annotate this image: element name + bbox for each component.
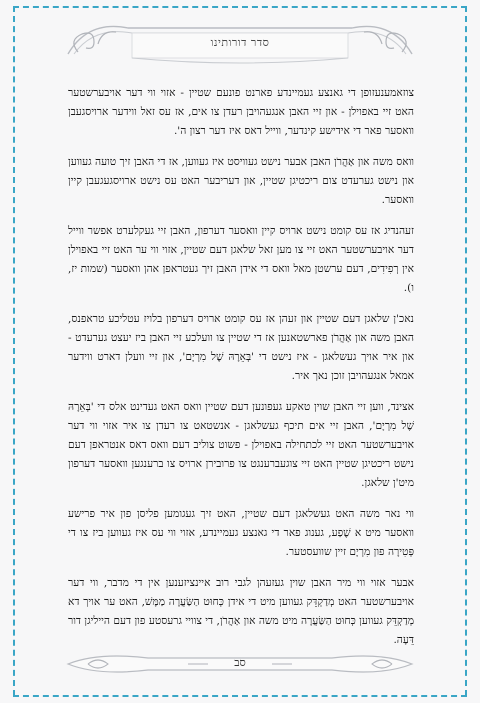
header-banner	[58, 14, 422, 72]
page-number: סב	[234, 656, 246, 669]
body-text	[68, 84, 414, 656]
paragraph: אבער אזוי ווי מיר האבן שוין געזעהן לגבי רוב איינציזענען אין די מדבר, ווי דער אויבערשטער האט מְדַקְדֵּק געווען מיט די אידן כְּחוּט הַשַּׂעֲרָה מַמָּשׁ, האט ער אויך דא מְדַקְדֵּק געווען כְּחוּט הַשַּׂעֲרָה מיט משה און אַהֲרֹן, די צוויי גרעסטע פון דעם הייליגן דור דֵּעָה.	[68, 577, 414, 646]
header-title: סדר דורותינו	[210, 36, 270, 49]
paragraph: ווי נאר משה האט געשלאגן דעם שטיין, האט זיך געגומען פליסן פון איר פרישע וואסער מיט א שֶׁפַע, גענוג פאר די גאנצע געמיינדע, אזוי ווי עס איז געווען ביז צו די פְּטִירָה פון מִרְיָם זיין שוועסטער.	[68, 508, 414, 558]
footer-banner	[58, 650, 422, 678]
dashed-frame-top	[13, 6, 467, 8]
paragraph: נאכ'ן שלאגן דעם שטיין און זעהן אז עס קומט ארויס דערפון בלויז עטליכע טראפנס, האבן משה און אַהֲרֹן פארשטאנען אז די שטיין צו וועלכע זיי האבן ביז יעצט גערעדט - און איר אויך געשלאגן - איז נישט די 'בְּאֵרָהּ שֶׁל מִרְיָם', און זיי וועלן דארט ווידער אמאל אנגעהויבן זוכן נאך איר.	[68, 313, 414, 382]
dashed-frame-bottom	[13, 695, 467, 697]
paragraph: זעהנדיג אז עס קומט נישט ארויס קיין וואסער דערפון, האבן זיי געקלערט אפשר ווייל דער אויבערשטער האט זיי צו מען זאל שלאגן דעם שטיין, אזוי ווי ער האט זיי באפוילן אין רְפִידִים, דעם ערשטן מאל וואס די אידן האבן זיך געטראפן אהן וואסער (שמות יז, ו).	[68, 225, 414, 294]
paragraph: צוזאמענעזופן די גאנצע געמיינדע פארנט פונעם שטיין - אזוי ווי דער אויבערשטער האט זיי באפוילן - און זיי האבן אנגעהויבן רעדן צו אים, אז עס זאל ווידער ארויסגעבן וואסער פאר די אידישע קינדער, ווייל דאס איז דער רצון ה'.	[68, 87, 414, 137]
paragraph: וואס משה און אַהֲרֹן האבן אבער נישט געוויסט איז געווען, אז די האבן זיך טועה געווען און נישט גערעדט צום ריכטיגן שטיין, און דעריבער האט עס נישט ארויסגעגעבן קיין וואסער.	[68, 156, 414, 206]
paragraph: אצינד, ווען זיי האבן שוין טאקע געפונען דעם שטיין וואס האט געדינט אלס די 'בְּאֵרָהּ שֶׁל מִרְיָם', האבן זיי אים תיכף געשלאגן - אנשטאט צו רעדן צו איר אזוי ווי דער אויבערשטער האט זיי לכתחילה באפוילן - פשוט צוליב דעם וואס דאס אנטראפן דעם נישט ריכטיגן שטיין האט זיי צוגעברענגט צו פרובירן ארויס צו ברענגען וואסער דערפון מיט'ן שלאגן.	[68, 401, 414, 489]
